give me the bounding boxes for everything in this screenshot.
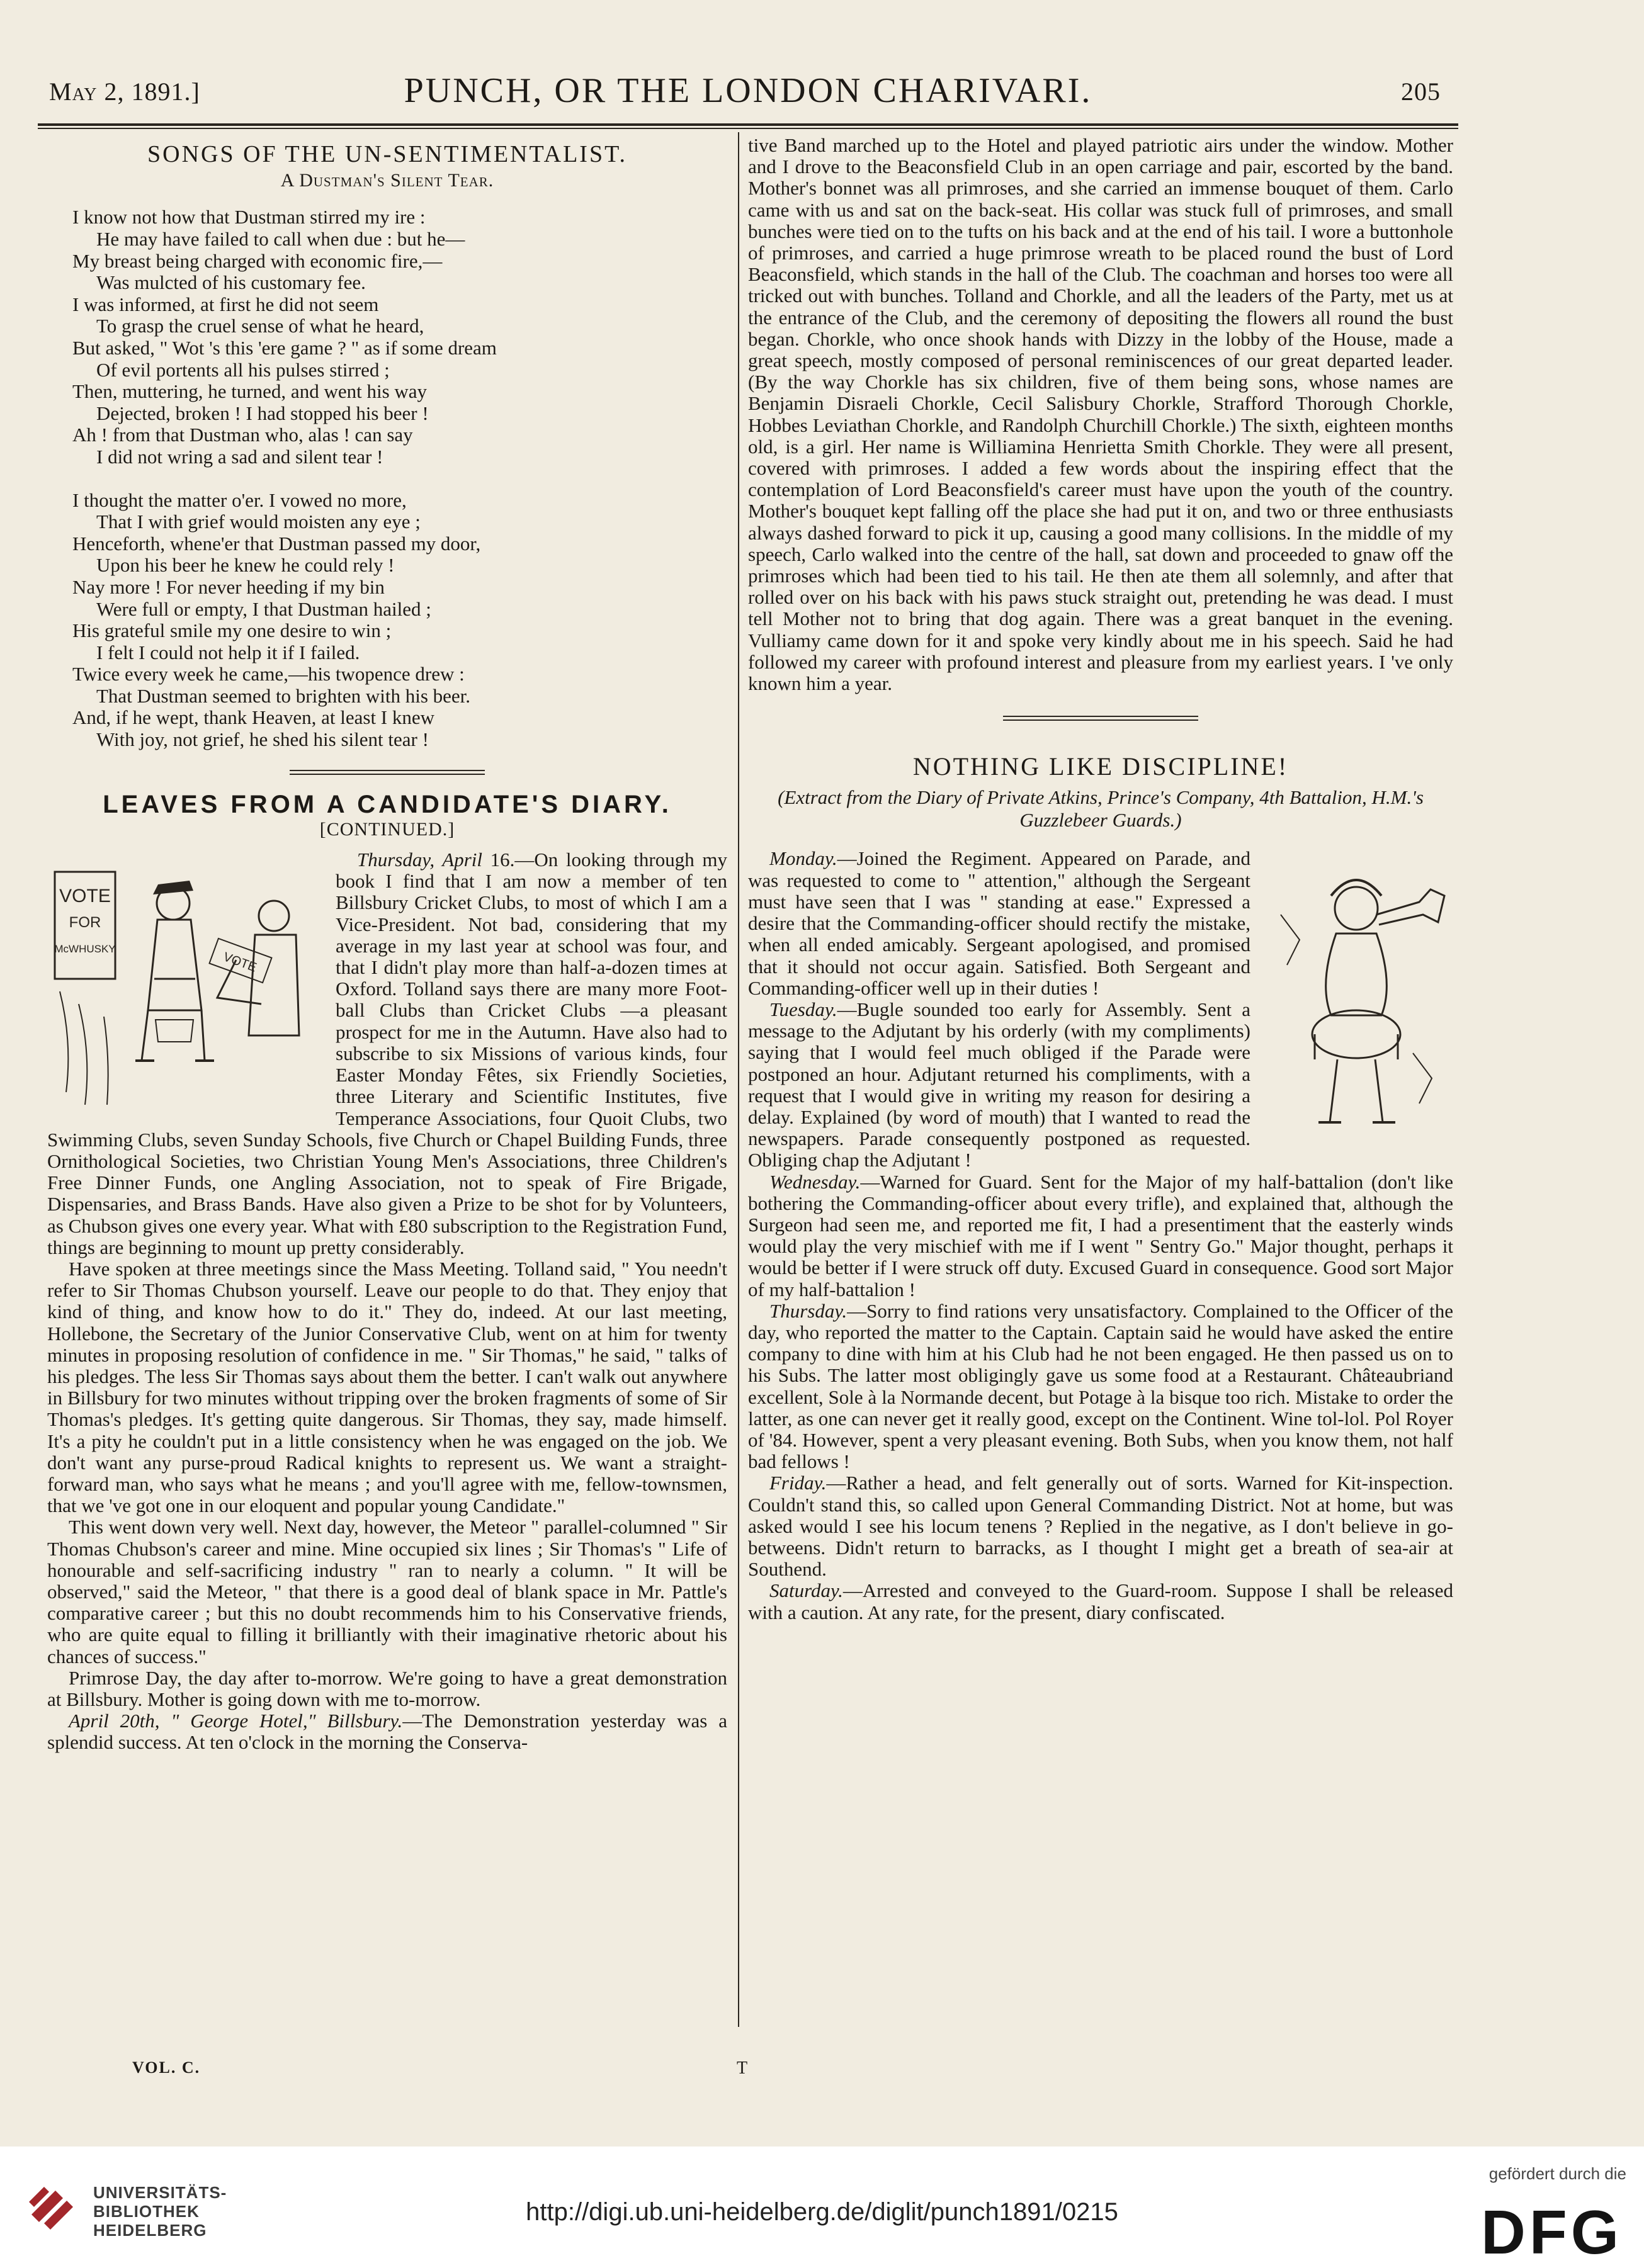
entry-text-friday: —Rather a head, and felt generally out of sorts. Warned for Kit-inspection. Couldn't stand this, so called upon General Commanding District. Not at home, but was asked would I see his locum tenens ? Replied in the negative, as I don't believe in go-betweens. Didn't return to barracks, as I thought I might get a breath of sea-air at Southend. — [748, 1472, 1453, 1581]
poem-line: Dejected, broken ! I had stopped his beer ! — [96, 402, 429, 424]
poem-subtitle: A Dustman's Silent Tear. — [280, 170, 494, 191]
discipline-extract-note: (Extract from the Diary of Private Atkins, Prince's Company, 4th Battalion, H.M.'s Guzzlebeer Guards.) — [778, 786, 1424, 832]
poem-line: But asked, " Wot 's this 'ere game ? " as if some dream — [72, 336, 497, 359]
poem-line: Nay more ! For never heeding if my bin — [72, 575, 385, 598]
diary-paragraph: Have spoken at three meetings since the Mass Meeting. Tolland said, " You needn't refer to Sir Thomas Chubson yourself. Leave our people to do that. They enjoy that kind of thing, and know how to do it." They do, indeed. At our last meeting, Hollebone, the Secretary of the Junior Conservative Club, went on at him for twenty minutes in proposing resolution of confidence in me. " Sir Thomas," he said, " talks of his pledges. The less Sir Thomas says about them the better. I can't walk out anywhere in Billsbury for two minutes without tripping over the broken fragments of some of Sir Thomas's pledges. It's getting quite dangerous. Sir Thomas, they say, made himself. It's a pity he couldn't put in a little consistency when he was engaged on the job. We don't want any purse-proud Radical knights to represent us. We want a straight-forward man, who says what he means ; and you'll agree with me, fellow-townsmen, that we 've got one in our eloquent and popular young Candidate." — [47, 1257, 727, 1517]
poem-line: With joy, not grief, he shed his silent tear ! — [96, 728, 429, 751]
entry-day-saturday: Saturday. — [769, 1579, 843, 1602]
diary-paragraph: 16.—On looking through my book I find that I am now a member of ten Billsbury Cricket Clubs, to most of which I am a Vice-President. Not bad, considering that my average in my last year at school was four, and that I didn't play more than half-a-dozen times at Oxford. Tolland says there are many more Foot-ball Clubs than Cricket Clubs —a pleasant prospect for me in the Autumn. Have also had to subscribe to six Missions of various kinds, four Easter Monday Fêtes, six Friendly Societies, three Literary and Scientific Institutes, five Temperance Associations, four Quoit Clubs, two Swimming Clubs, seven Sunday Schools, five Church or Chapel Building Funds, three Ornithological Societies, two Christian Young Men's Associations, three Children's Free Dinner Funds, one Angling Association, not to speak of Fire Brigade, Dispensaries, and Brass Bands. Have also given a Prize to be shot for by Volunteers, as Chubson gives one every year. What with £80 subscription to the Registration Fund, things are beginning to mount up pretty considerably. — [47, 849, 727, 1258]
poster-text-name: McWHUSKY — [54, 943, 116, 956]
poem-line: Were full or empty, I that Dustman hailed ; — [96, 597, 431, 620]
poem-line: Then, muttering, he turned, and went his way — [72, 380, 428, 403]
leaflet-text-vote: VOTE — [221, 950, 259, 975]
entry-text-monday: —Joined the Regiment. Appeared on Parade, and was requested to come to " attention," although the Sergeant must have seen that I was " standing at ease." Expressed a desire that the Commanding-officer should rectify the mistake, when all ended amicably. Sergeant apologised, and promised that it should not occur again. Satisfied. Both Sergeant and Commanding-officer well up in their duties ! — [748, 847, 1250, 999]
discipline-title: NOTHING LIKE DISCIPLINE! — [912, 752, 1289, 781]
funded-by-label: gefördert durch die — [1488, 2164, 1626, 2183]
masthead-title: PUNCH, OR THE LONDON CHARIVARI. — [404, 71, 1092, 110]
entry-text-wednesday: —Warned for Guard. Sent for the Major of my half-battalion (don't like bothering the Commanding-officer about every trifle), and explained that, although the Surgeon had seen me, and reported me fit, I had a presentiment that the easterly winds would play the very mischief with me if I went " Sentry Go." Major thought, perhaps it would be better if I were struck off duty. Excused Guard in consequence. Good sort Major of my half-battalion ! — [748, 1170, 1453, 1300]
poem-line: That I with grief would moisten any eye ; — [96, 511, 421, 533]
diary-entry-date: Thursday, April — [357, 849, 482, 871]
dfg-logo: DFG — [1481, 2197, 1623, 2267]
poem-line: Was mulcted of his customary fee. — [96, 271, 366, 294]
bugler-cartoon-illustration — [1262, 852, 1451, 1148]
poster-text-vote: VOTE — [59, 886, 111, 907]
signature-mark: T — [737, 2058, 748, 2078]
entry-day-monday: Monday. — [769, 847, 837, 870]
poem-line: Upon his beer he knew he could rely ! — [96, 554, 395, 577]
poem-line: Henceforth, whene'er that Dustman passed my door, — [72, 532, 481, 555]
library-footer-bar — [0, 2147, 1644, 2267]
poem-line: To grasp the cruel sense of what he heard, — [96, 315, 424, 337]
issue-date: May 2, 1891.] — [49, 77, 200, 106]
section-separator — [290, 770, 485, 775]
candidate-cartoon-illustration — [47, 853, 324, 1117]
entry-text-thursday: —Sorry to find rations very unsatisfactory. Complained to the Officer of the day, who reported the matter to the Captain. Captain said he would have asked the entire company to dine with him at his Club had he not been engaged. He then passed us on to his Subs. The latter most obligingly gave us some food at a Restaurant. Châteaubriand excellent, Sole à la Normande decent, but Potage à la bisque too rich. Mistake to order the latter, as one can never get it really good, except on the Continent. Wine tol-lol. Pol Royer of '84. However, spent a very pleasant evening. Both Subs, when you know them, not half bad fellows ! — [748, 1299, 1453, 1473]
entry-day-friday: Friday. — [769, 1472, 827, 1494]
left-column — [47, 140, 727, 1754]
poem-line: That Dustman seemed to brighten with his beer. — [96, 684, 471, 707]
poem-line: And, if he wept, thank Heaven, at least I knew — [72, 706, 435, 729]
column-divider — [738, 132, 739, 2027]
poem-line: I was informed, at first he did not seem — [72, 293, 379, 315]
source-url-link[interactable]: http://digi.ub.uni-heidelberg.de/diglit/punch1891/0215 — [526, 2198, 1118, 2226]
entry-text-tuesday: —Bugle sounded too early for Assembly. Sent a message to the Adjutant by his orderly (with my compliments) saying that I would feel much obliged if the Parade were postponed an hour. Adjutant returned his compliments, with a request that I would give in writing my reason for desiring a delay. Explained (by word of mouth) that I wanted to read the newspapers. Parade consequently postponed as requested. Obliging chap the Adjutant ! — [748, 998, 1250, 1171]
page-number: 205 — [1401, 77, 1441, 106]
diary-paragraph: —The Demonstration yesterday was a splendid success. At ten o'clock in the morning the Conserva- — [47, 1710, 727, 1754]
entry-day-tuesday: Tuesday. — [769, 998, 837, 1020]
entry-day-thursday: Thursday. — [769, 1299, 848, 1322]
poem-line: I thought the matter o'er. I vowed no more, — [72, 488, 407, 511]
diary-subtitle: [CONTINUED.] — [319, 818, 455, 840]
diary-paragraph: Primrose Day, the day after to-morrow. We're going to have a great demonstration at Billsbury. Mother is going down with me to-morrow. — [47, 1666, 727, 1710]
poem-line: Ah ! from that Dustman who, alas ! can say — [72, 424, 413, 446]
header-rule-thin — [38, 128, 1458, 129]
poem-line: Twice every week he came,—his twopence drew : — [72, 663, 465, 685]
poem-line: His grateful smile my one desire to win ; — [72, 619, 392, 642]
poem-line: He may have failed to call when due : but he— — [96, 228, 465, 250]
poem-line: Of evil portents all his pulses stirred ; — [96, 358, 390, 381]
page-header — [43, 68, 1453, 121]
poem-line: I felt I could not help it if I failed. — [96, 641, 360, 663]
poem-title: SONGS OF THE UN-SENTIMENTALIST. — [147, 141, 627, 167]
poem-body — [72, 206, 727, 750]
poem-line: My breast being charged with economic fire,— — [72, 249, 443, 272]
diary-title: LEAVES FROM A CANDIDATE'S DIARY. — [103, 790, 672, 818]
header-rule — [38, 123, 1458, 126]
diary-continuation: tive Band marched up to the Hotel and played patriotic airs under the window. Mother and I drove to the Beaconsfield Club in an open carriage and pair, escorted by the band. Mother's bonnet was all primroses, and she carried an immense bouquet of them. Carlo came with us and sat on the back-seat. His collar was stuck full of primroses, and small bunches were tied on to the tufts on his back and at the end of his tail. I wore a buttonhole of primroses, and carried a huge primrose wreath to be placed round the bust of Lord Beaconsfield, which stands in the hall of the Club. The coachman and horses too were all tricked out with bunches. Tolland and Chorkle, and all the leaders of the Party, met us at the entrance of the Club, and the ceremony of depositing the flowers all round the bust began. Chorkle, who once shook hands with Dizzy in the lobby of the House, made a great speech, mostly composed of personal reminiscences of our great departed leader. (By the way Chorkle has six children, five of them being sons, whose names are Benjamin Disraeli Chorkle, Cecil Salisbury Chorkle, Strafford Thorough Chorkle, Hobbes Leviathan Chorkle, and Randolph Churchill Chorkle.) The sixth, eighteen months old, is a girl. Her name is Williamina Henrietta Smith Chorkle. They were all present, covered with primroses. I added a few words about the inspiring effect that the contemplation of Lord Beaconsfield's career must have upon the youth of the country. Mother's bouquet kept falling off the place she had put it on, and two or three enthusiasts always dashed forward to pick it up, causing a good many collisions. In the middle of my speech, Carlo walked into the centre of the hall, sat down and proceeded to gnaw off the primroses which had been tied to his tail. He then ate them all solemnly, and after that rolled over on his back with his paws stuck straight out, pretending he was dead. I must tell Mother not to bring that dog again. There was a great banquet in the evening. Vulliamy came down for it and spoke very kindly about me in his speech. Said he had followed my career with profound interest and pleasure from my earliest years. I 've only known him a year. — [748, 134, 1453, 695]
entry-day-wednesday: Wednesday. — [769, 1170, 861, 1193]
library-name: UNIVERSITÄTS- BIBLIOTHEK HEIDELBERG — [93, 2183, 227, 2240]
diary-entry-date: April 20th, " George Hotel," Billsbury. — [69, 1710, 403, 1732]
diary-paragraph: This went down very well. Next day, however, the Meteor " parallel-columned " Sir Thomas Chubson's career and mine. Mine occupied six lines ; Sir Thomas's " Life of honourable and self-sacrificing industry " ran to nearly a column. " It will be observed," said the Meteor, " that there is a good deal of blank space in Mr. Pattle's comparative career ; but this no doubt recommends him to his Conservative friends, who are quite equal to filling it brilliantly with their imaginative rhetoric about his chances of success." — [47, 1516, 727, 1667]
poster-text-for: FOR — [69, 914, 101, 932]
poem-line: I did not wring a sad and silent tear ! — [96, 445, 383, 468]
entry-text-saturday: —Arrested and conveyed to the Guard-room. Suppose I shall be released with a caution. At any rate, for the present, diary confiscated. — [748, 1579, 1453, 1623]
section-separator — [1003, 716, 1198, 721]
volume-label: VOL. C. — [132, 2058, 201, 2077]
right-column — [748, 135, 1453, 1623]
poem-line: I know not how that Dustman stirred my ire : — [72, 206, 426, 228]
